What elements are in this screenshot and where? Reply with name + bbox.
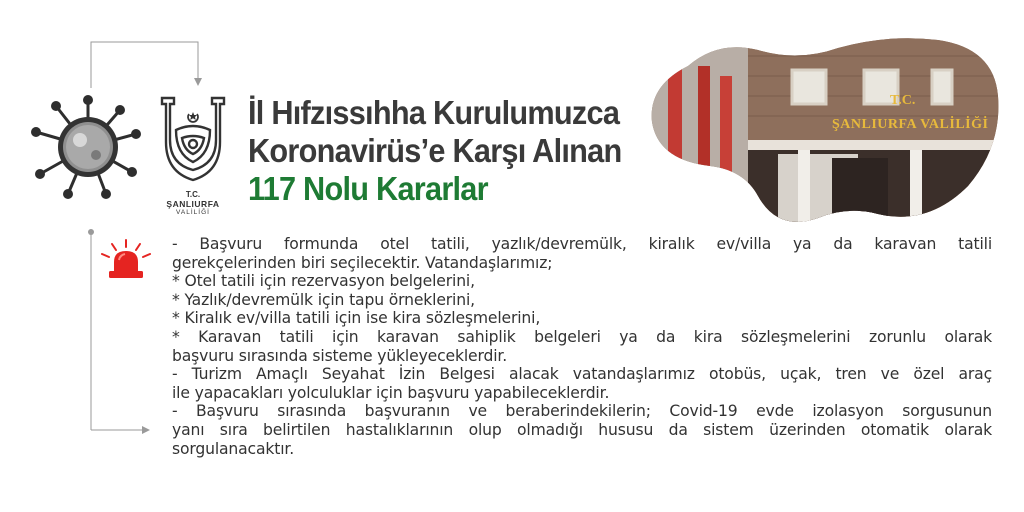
body-line: başvuru sırasında sisteme yükleyeceklerdir. [172,346,508,365]
body-line: * Kiralık ev/villa tatili için ise kira sözleşmelerini, [172,309,541,328]
virus-icon [28,92,148,202]
body-line: gerekçelerinden biri seçilecektir. Vatandaşlarımız; [172,253,553,272]
body-line: * Karavan tatili için karavan sahiplik belgeleri ya da kira sözleşmelerini zorunlu olarak [172,327,992,346]
body-line: - Başvuru sırasında başvuranın ve beraberindekilerin; Covid-19 evde izolasyon sorgusunun [172,402,992,421]
body-line: - Başvuru formunda otel tatili, yazlık/devremülk, kiralık ev/villa ya da karavan tatili [172,235,992,253]
body-line: yanı sıra belirtilen hastalıklarının olup olmadığı hususu da sistem üzerinden otomatik olarak [172,420,992,439]
page-title [248,94,668,208]
title-line-1: İl Hıfzıssıhha Kurulumuzca [248,94,620,131]
photo-sign-city: ŞANLIURFA VALİLİĞİ [832,117,989,132]
body-line: * Yazlık/devremülk için tapu örneklerini, [172,290,475,309]
body-line: * Otel tatili için rezervasyon belgelerini, [172,272,475,291]
logo-city-text: ŞANLIURFA [166,199,220,209]
title-line-3: 117 Nolu Kararlar [248,170,488,207]
logo-tc-text: T.C. [185,190,201,199]
photo-sign-tc: T.C. [890,93,916,108]
siren-icon [98,238,154,280]
decision-body-text [172,235,992,458]
logo-gov-text: VALİLİĞİ [176,209,210,216]
body-line: ile yapacakları yolculuklar için başvuru yapabileceklerdir. [172,383,610,402]
body-line: - Turizm Amaçlı Seyahat İzin Belgesi alacak vatandaşlarımız otobüs, uçak, tren ve özel araç [172,365,992,384]
body-line: sorgulanacaktır. [172,439,295,458]
title-line-2: Koronavirüs’e Karşı Alınan [248,132,622,169]
